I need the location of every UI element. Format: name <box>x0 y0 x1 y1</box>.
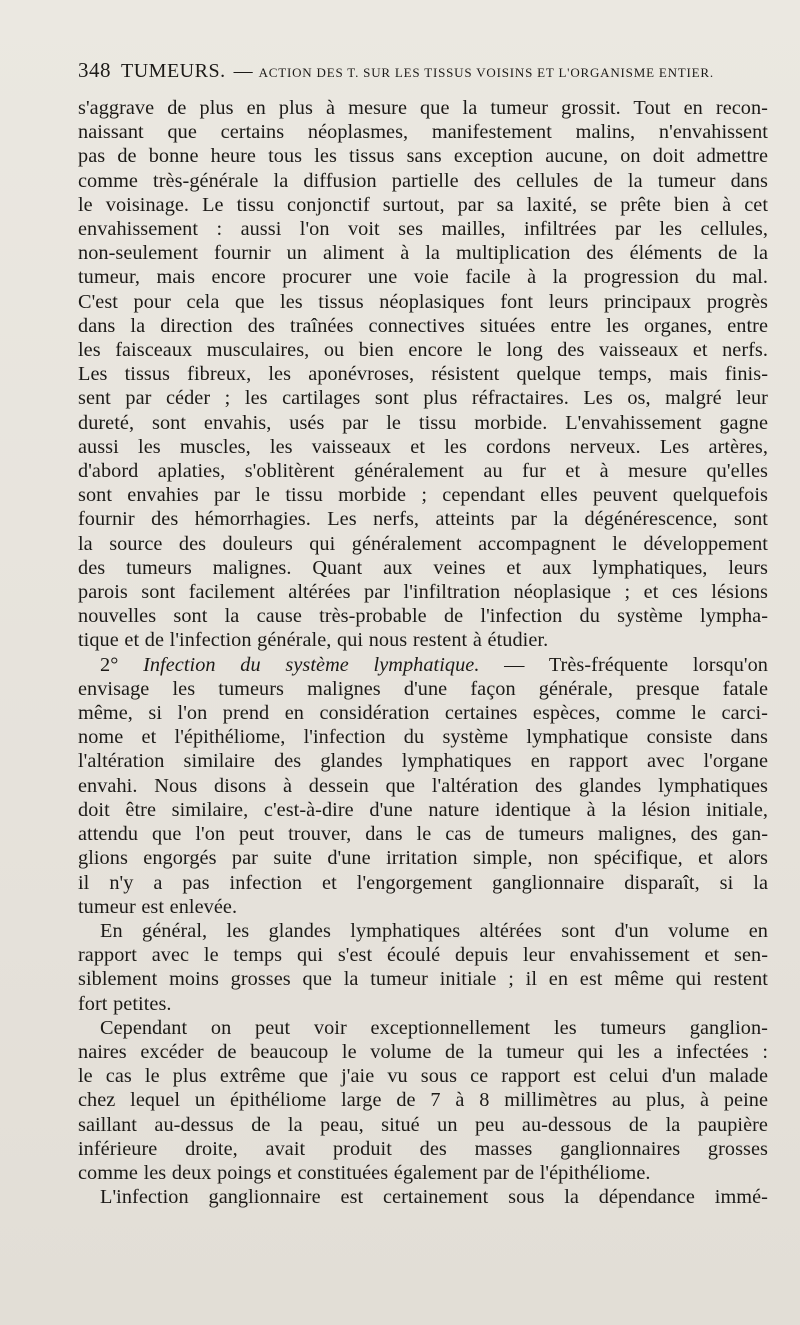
line-text: rapport avec le temps qui s'est écoulé depuis leur envahissement et sen- <box>78 944 768 967</box>
line-text: naires excéder de beaucoup le volume de la tumeur qui les a infectées : <box>78 1040 768 1063</box>
text-line <box>78 774 768 798</box>
running-title: TUMEURS. <box>121 60 226 82</box>
line-text: saillant au-dessus de la peau, situé un peu au-dessous de la paupière <box>78 1113 768 1136</box>
body-text <box>78 96 768 1209</box>
line-text: Les tissus fibreux, les aponévroses, résistent quelque temps, mais finis- <box>78 363 768 386</box>
line-text: inférieure droite, avait produit des masses ganglionnaires grosses <box>78 1137 768 1160</box>
line-text: nome et l'épithéliome, l'infection du système lymphatique consiste dans <box>78 726 768 749</box>
line-text: C'est pour cela que les tissus néoplasiques font leurs principaux progrès <box>78 290 768 313</box>
text-line <box>78 532 768 556</box>
text-line <box>78 1016 768 1040</box>
line-text: En général, les glandes lymphatiques altérées sont d'un volume en <box>100 919 768 942</box>
line-text: glions engorgés par suite d'une irritation simple, non spécifique, et alors <box>78 847 768 870</box>
line-text: fournir des hémorrhagies. Les nerfs, atteints par la dégénérescence, sont <box>78 508 768 531</box>
text-line <box>78 798 768 822</box>
text-line <box>78 362 768 386</box>
running-head-dash: — <box>233 61 253 82</box>
line-text: le voisinage. Le tissu conjonctif surtout, par sa laxité, se prête bien à cet <box>78 193 768 216</box>
text-line <box>78 314 768 338</box>
text-line <box>78 1185 768 1209</box>
line-text: sont envahies par le tissu morbide ; cependant elles peuvent quelquefois <box>78 484 768 507</box>
text-line <box>78 701 768 725</box>
text-line <box>78 483 768 507</box>
text-line <box>78 604 768 628</box>
section-heading: Infection du système lymphatique. <box>143 653 480 676</box>
text-line <box>78 1064 768 1088</box>
text-line <box>78 677 768 701</box>
line-text: dureté, sont envahis, usés par le tissu morbide. L'envahissement gagne <box>78 411 768 434</box>
line-text: tumeur est enlevée. <box>78 895 238 918</box>
text-line <box>78 507 768 531</box>
text-line <box>78 459 768 483</box>
line-text: parois sont facilement altérées par l'infiltration néoplasique ; et ces lésions <box>78 581 768 604</box>
text-line <box>78 628 768 652</box>
text-line <box>78 1040 768 1064</box>
text-line <box>78 96 768 120</box>
line-text: envahissement : aussi l'on voit ses mailles, infiltrées par les cellules, <box>78 218 768 241</box>
text-line <box>78 1088 768 1112</box>
text-line <box>78 435 768 459</box>
text-line <box>78 1137 768 1161</box>
line-text: la source des douleurs qui généralement accompagnent le développement <box>78 532 768 555</box>
line-text: envahi. Nous disons à dessein que l'altération des glandes lymphatiques <box>78 774 768 797</box>
text-line <box>78 1113 768 1137</box>
text-line <box>78 386 768 410</box>
running-head <box>78 58 768 92</box>
running-subtitle: ACTION DES T. SUR LES TISSUS VOISINS ET L'ORGANISME ENTIER. <box>258 65 714 80</box>
text-line <box>78 556 768 580</box>
line-text: les faisceaux musculaires, ou bien encore le long des vaisseaux et nerfs. <box>78 339 768 362</box>
line-text: s'aggrave de plus en plus à mesure que la tumeur grossit. Tout en recon- <box>78 97 768 119</box>
line-text: même, si l'on prend en considération certaines espèces, comme le carci- <box>78 702 768 725</box>
line-text: naissant que certains néoplasmes, manifestement malins, n'envahissent <box>78 121 768 144</box>
line-text: tique et de l'infection générale, qui nous restent à étudier. <box>78 629 549 652</box>
text-line <box>78 193 768 217</box>
text-line <box>78 822 768 846</box>
line-text: d'abord aplaties, s'oblitèrent généralement au fur et à mesure qu'elles <box>78 460 768 483</box>
line-text: Cependant on peut voir exceptionnellement les tumeurs ganglion- <box>100 1016 768 1039</box>
line-text: chez lequel un épithéliome large de 7 à 8 millimètres au plus, à peine <box>78 1089 768 1112</box>
line-text: attendu que l'on peut trouver, dans le cas de tumeurs malignes, des gan- <box>78 823 768 846</box>
line-text: comme très-générale la diffusion partielle des cellules de la tumeur dans <box>78 169 768 192</box>
page-number: 348 <box>78 58 111 82</box>
line-text: tumeur, mais encore procurer une voie facile à la progression du mal. <box>78 266 768 289</box>
text-line <box>78 725 768 749</box>
text-line <box>78 895 768 919</box>
line-text: siblement moins grosses que la tumeur initiale ; il en est même qui restent <box>78 968 768 991</box>
line-text: non-seulement fournir un aliment à la multiplication des éléments de la <box>78 242 768 265</box>
line-text: le cas le plus extrême que j'aie vu sous ce rapport est celui d'un malade <box>78 1065 768 1088</box>
line-text: fort petites. <box>78 992 172 1015</box>
text-line <box>78 169 768 193</box>
text-line <box>78 265 768 289</box>
text-line <box>78 871 768 895</box>
text-line <box>78 919 768 943</box>
text-line <box>78 749 768 773</box>
line-text: L'infection ganglionnaire est certainement sous la dépendance immé- <box>100 1186 768 1209</box>
line-text: aussi les muscles, les vaisseaux et les cordons nerveux. Les artères, <box>78 435 768 458</box>
line-text: — Très-fréquente lorsqu'on <box>479 653 768 676</box>
text-line <box>78 653 768 677</box>
line-text: il n'y a pas infection et l'engorgement ganglionnaire disparaît, si la <box>78 871 768 894</box>
line-text: l'altération similaire des glandes lymphatiques en rapport avec l'organe <box>78 750 768 773</box>
text-line <box>78 217 768 241</box>
text-line <box>78 943 768 967</box>
line-text: comme les deux poings et constituées également par de l'épithéliome. <box>78 1161 651 1184</box>
text-line <box>78 967 768 991</box>
text-line <box>78 846 768 870</box>
text-line <box>78 411 768 435</box>
text-line <box>78 338 768 362</box>
line-text: doit être similaire, c'est-à-dire d'une nature identique à la lésion initiale, <box>78 798 768 821</box>
text-line <box>78 1161 768 1185</box>
text-line <box>78 290 768 314</box>
line-text: pas de bonne heure tous les tissus sans exception aucune, on doit admettre <box>78 145 768 168</box>
text-line <box>78 120 768 144</box>
line-text: des tumeurs malignes. Quant aux veines et aux lymphatiques, leurs <box>78 556 768 579</box>
section-number: 2° <box>100 653 144 676</box>
text-line <box>78 144 768 168</box>
text-line <box>78 241 768 265</box>
line-text: dans la direction des traînées connectives situées entre les organes, entre <box>78 314 768 337</box>
line-text: envisage les tumeurs malignes d'une façon générale, presque fatale <box>78 677 768 700</box>
text-line <box>78 992 768 1016</box>
line-text: sent par céder ; les cartilages sont plus réfractaires. Les os, malgré leur <box>78 387 768 410</box>
line-text: nouvelles sont la cause très-probable de l'infection du système lympha- <box>78 605 768 628</box>
text-line <box>78 580 768 604</box>
